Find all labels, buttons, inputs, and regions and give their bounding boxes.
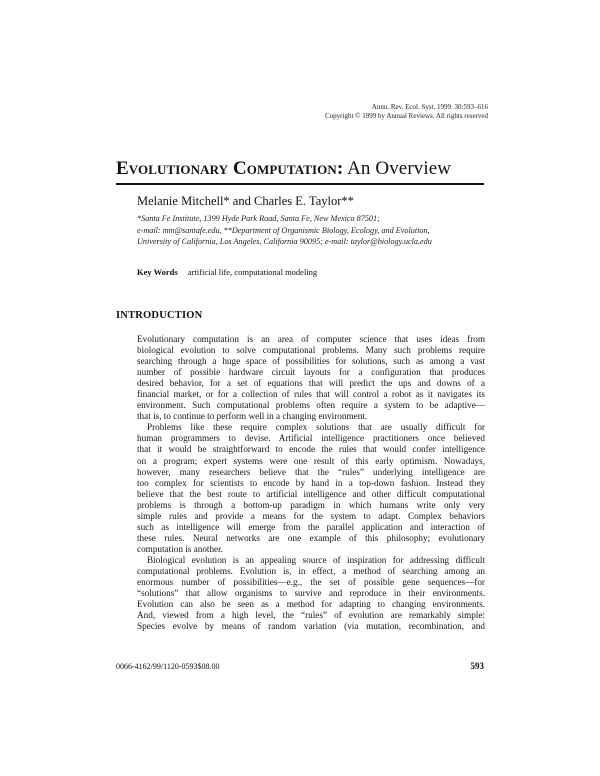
title-main: Evolutionary Computation <box>116 158 337 179</box>
journal-citation: Annu. Rev. Ecol. Syst. 1999. 30:593–616 <box>371 103 488 111</box>
title-colon: : <box>336 158 344 179</box>
body-line: computational problems. Evolution is, in effect, a method of searching among an <box>137 565 485 576</box>
body-line: that is, to continue to perform well in a changing environment. <box>137 411 368 422</box>
body-line: that it would be straightforward to encode the rules that would confer intelligence <box>137 444 485 455</box>
body-line: problems is through a bottom-up paradigm in which humans write only very <box>137 499 485 510</box>
footer-code: 0066-4162/99/1120-0593$08.00 <box>116 662 220 671</box>
journal-info <box>325 103 488 121</box>
body-line: searching through a huge space of possibilities for solutions, such as among a vast <box>137 356 485 367</box>
body-line: simple rules and provide a means for the system to adapt. Complex behaviors <box>137 510 485 521</box>
affiliation-line: University of California, Los Angeles, California 90095; e-mail: taylor@biology.ucla.edu <box>137 237 432 246</box>
body-line: on a program; expert systems were one result of this early optimism. Nowadays, <box>137 455 485 466</box>
section-heading: INTRODUCTION <box>116 310 203 321</box>
body-line: “solutions” that allow organisms to survive and reproduce in their environments. <box>137 588 485 599</box>
affiliations <box>137 213 492 248</box>
page-number: 593 <box>470 661 484 671</box>
body-line: Problems like these require complex solutions that are usually difficult for <box>147 422 485 433</box>
paper-title <box>116 158 451 180</box>
body-line: human programmers to devise. Artificial intelligence practitioners once believed <box>137 433 485 444</box>
authors: Melanie Mitchell* and Charles E. Taylor** <box>137 194 354 208</box>
body-line: desired behavior, for a set of equations that will predict the ups and downs of a <box>137 378 485 389</box>
body-line: Biological evolution is an appealing source of inspiration for addressing difficult <box>147 554 485 565</box>
body-line: financial market, or for a collection of rules that will control a robot as it navigates its <box>137 389 485 400</box>
journal-copyright: Copyright © 1999 by Annual Reviews. All rights reserved <box>325 112 488 120</box>
body-line: these rules. Neural networks are one example of this philosophy; evolutionary <box>137 532 485 543</box>
keywords-label: Key Words <box>137 267 178 277</box>
body-line: enormous number of possibilities—e.g., the set of possible gene sequences—for <box>137 577 485 588</box>
body-line: computation is another. <box>137 543 223 554</box>
title-rule <box>116 183 484 185</box>
body-line: believe that the best route to artificial intelligence and other difficult computational <box>137 488 485 499</box>
body-line: too complex for scientists to encode by hand in a top-down fashion. Instead they <box>137 477 485 488</box>
title-sub: An Overview <box>343 158 452 179</box>
keywords <box>137 267 317 277</box>
body-line: Evolution can also be seen as a method for adapting to changing environments. <box>137 599 485 610</box>
keywords-value: artificial life, computational modeling <box>187 267 318 277</box>
body-line: biological evolution to solve computational problems. Many such problems require <box>137 345 485 356</box>
body-text <box>137 334 485 632</box>
body-line: Species evolve by means of random variation (via mutation, recombination, and <box>137 621 485 632</box>
affiliation-line: e-mail: mm@santafe.edu, **Department of Organismic Biology, Ecology, and Evolution, <box>137 225 430 235</box>
affiliation-line: *Santa Fe Institute, 1399 Hyde Park Road, Santa Fe, New Mexico 87501; <box>137 214 380 223</box>
body-line: environment. Such computational problems often require a system to be adaptive— <box>137 400 485 411</box>
body-line: Evolutionary computation is an area of computer science that uses ideas from <box>137 334 485 344</box>
body-line: such as intelligence will emerge from the parallel application and interaction of <box>137 521 485 532</box>
body-line: number of possible hardware circuit layouts for a configuration that produces <box>137 367 485 378</box>
body-line: And, viewed from a high level, the “rules” of evolution are remarkably simple: <box>137 610 485 621</box>
body-line: however, many researchers believe that the “rules” underlying intelligence are <box>137 466 485 477</box>
